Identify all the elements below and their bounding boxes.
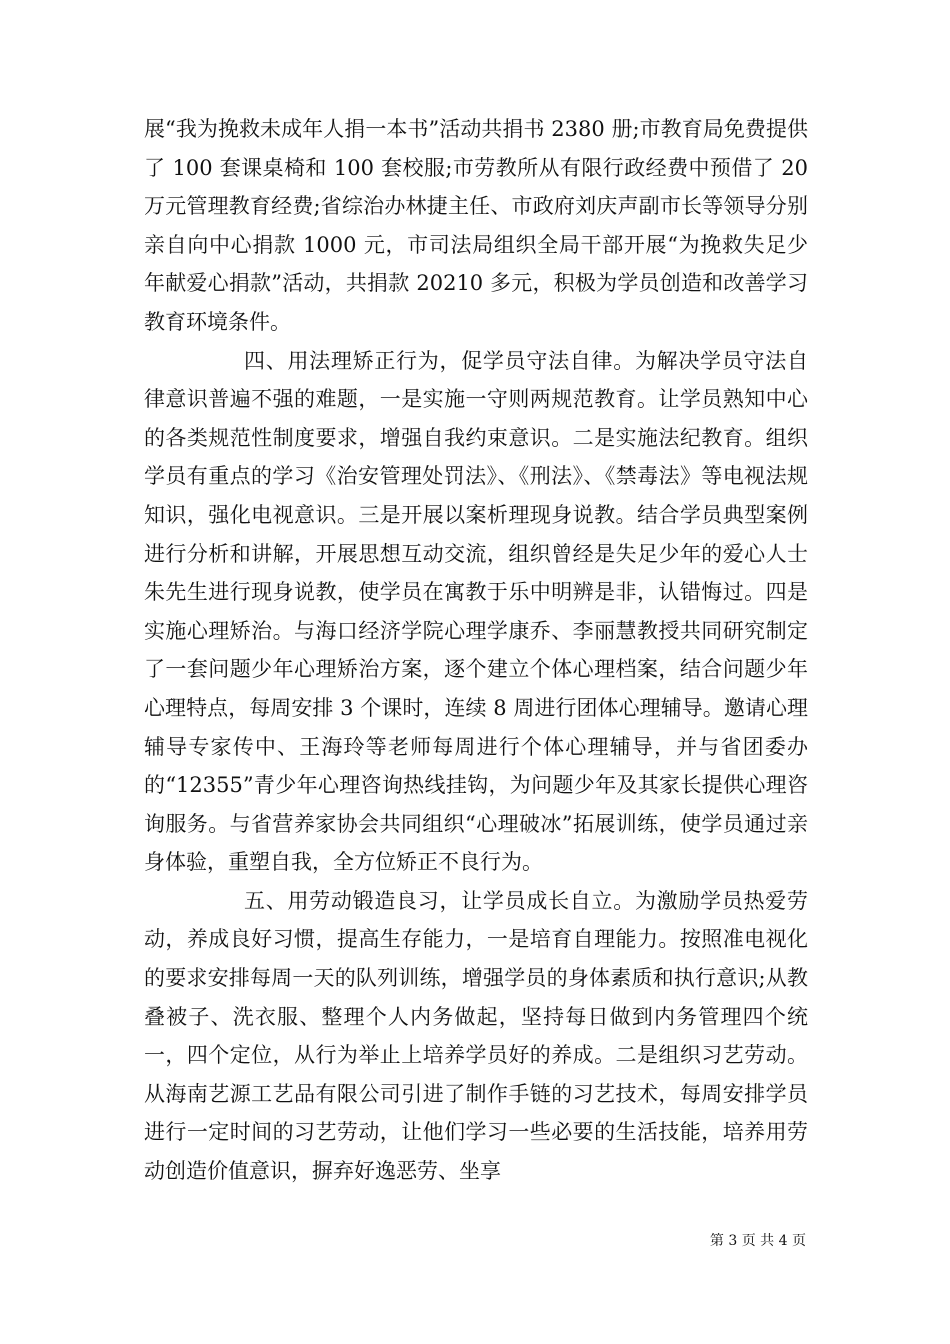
- document-body: [144, 110, 808, 1191]
- paragraph-1: 展“我为挽救未成年人捐一本书”活动共捐书 2380 册;市教育局免费提供了 100 套课桌椅和 100 套校服;市劳教所从有限行政经费中预借了 20 万元管理教育经费;省综治办林捷主任、市政府刘庆声副市长等领导分别亲自向中心捐款 1000 元，市司法局组织全局干部开展“为挽救失足少年献爱心捐款”活动，共捐款 20210 多元，积极为学员创造和改善学习教育环境条件。: [144, 117, 808, 334]
- paragraph-2: 四、用法理矫正行为，促学员守法自律。为解决学员守法自律意识普遍不强的难题，一是实施一守则两规范教育。让学员熟知中心的各类规范性制度要求，增强自我约束意识。二是实施法纪教育。组织学员有重点的学习《治安管理处罚法》、《刑法》、《禁毒法》等电视法规知识，强化电视意识。三是开展以案析理现身说教。结合学员典型案例进行分析和讲解，开展思想互动交流，组织曾经是失足少年的爱心人士朱先生进行现身说教，使学员在寓教于乐中明辨是非，认错悔过。四是实施心理矫治。与海口经济学院心理学康乔、李丽慧教授共同研究制定了一套问题少年心理矫治方案，逐个建立个体心理档案，结合问题少年心理特点，每周安排 3 个课时，连续 8 周进行团体心理辅导。邀请心理辅导专家传中、王海玲等老师每周进行个体心理辅导，并与省团委办的“12355”青少年心理咨询热线挂钩，为问题少年及其家长提供心理咨询服务。与省营养家协会共同组织“心理破冰”拓展训练，使学员通过亲身体验，重塑自我，全方位矫正不良行为。: [144, 348, 808, 875]
- paragraph-3: 五、用劳动锻造良习，让学员成长自立。为激励学员热爱劳动，养成良好习惯，提高生存能力，一是培育自理能力。按照准电视化的要求安排每周一天的队列训练，增强学员的身体素质和执行意识;从教叠被子、洗衣服、整理个人内务做起，坚持每日做到内务管理四个统一，四个定位，从行为举止上培养学员好的养成。二是组织习艺劳动。从海南艺源工艺品有限公司引进了制作手链的习艺技术，每周安排学员进行一定时间的习艺劳动，让他们学习一些必要的生活技能，培养用劳动创造价值意识，摒弃好逸恶劳、坐享: [144, 888, 808, 1184]
- page-number: 第 3 页 共 4 页: [709, 1233, 806, 1249]
